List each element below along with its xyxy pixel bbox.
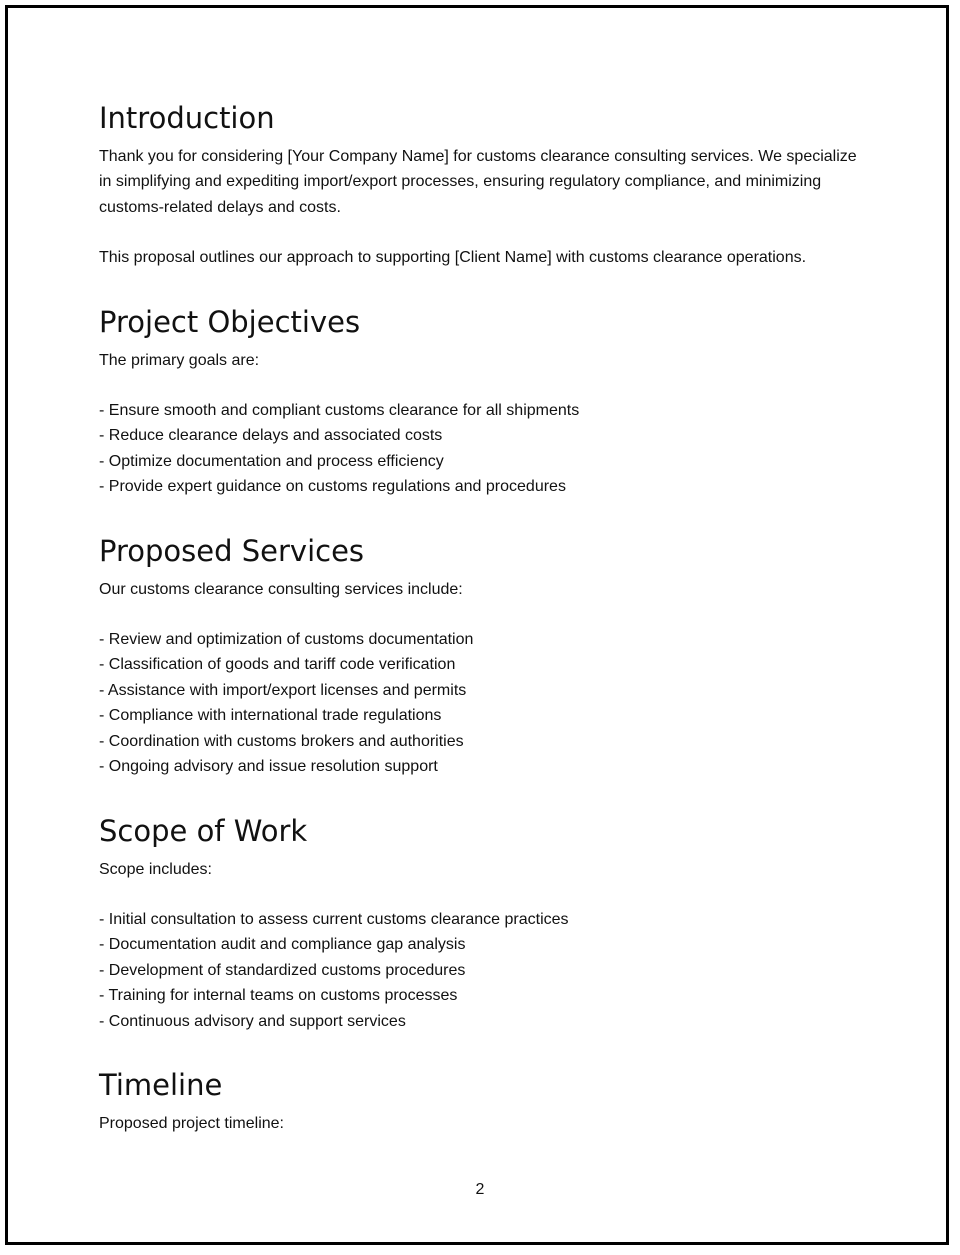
- services-section: [99, 531, 869, 780]
- scope-intro: Scope includes:: [99, 860, 212, 878]
- list-item: - Reduce clearance delays and associated costs: [99, 427, 443, 445]
- list-item: - Provide expert guidance on customs regulations and procedures: [99, 478, 566, 496]
- page-content: [99, 98, 869, 1136]
- paragraph-spacer: [99, 373, 869, 398]
- introduction-heading: Introduction: [99, 101, 275, 135]
- timeline-heading: Timeline: [99, 1067, 223, 1102]
- list-item: - Review and optimization of customs documentation: [99, 631, 474, 649]
- objectives-list: [99, 398, 869, 500]
- services-heading: Proposed Services: [99, 533, 365, 568]
- objectives-section: [99, 302, 869, 500]
- list-item: - Documentation audit and compliance gap analysis: [99, 936, 466, 954]
- scope-list: [99, 907, 869, 1034]
- introduction-paragraph-1: Thank you for considering [Your Company Name] for customs clearance consulting services. We specialize in simplifying and expediting import/export processes, ensuring regulatory compliance, and minimizing customs-related delays and costs.: [99, 148, 857, 216]
- list-item: - Assistance with import/export licenses and permits: [99, 681, 467, 699]
- introduction-paragraph-2: This proposal outlines our approach to supporting [Client Name] with customs clearance operations.: [99, 249, 807, 267]
- introduction-section: [99, 98, 869, 271]
- services-list: [99, 627, 869, 779]
- list-item: - Ongoing advisory and issue resolution support: [99, 758, 438, 776]
- list-item: - Continuous advisory and support services: [99, 1012, 406, 1030]
- list-item: - Coordination with customs brokers and authorities: [99, 732, 464, 750]
- scope-heading: Scope of Work: [99, 813, 308, 848]
- paragraph-spacer: [99, 882, 869, 907]
- paragraph-spacer: [99, 602, 869, 627]
- list-item: - Initial consultation to assess current customs clearance practices: [99, 910, 569, 928]
- paragraph-spacer: [99, 220, 869, 245]
- scope-section: [99, 811, 869, 1034]
- list-item: - Ensure smooth and compliant customs clearance for all shipments: [99, 402, 580, 420]
- timeline-section: [99, 1065, 869, 1136]
- document-page: [5, 5, 949, 1245]
- list-item: - Development of standardized customs procedures: [99, 961, 466, 979]
- list-item: - Classification of goods and tariff code verification: [99, 656, 456, 674]
- objectives-intro: The primary goals are:: [99, 351, 260, 369]
- list-item: - Optimize documentation and process efficiency: [99, 452, 444, 470]
- objectives-heading: Project Objectives: [99, 304, 361, 339]
- services-intro: Our customs clearance consulting services include:: [99, 580, 463, 598]
- page-number: 2: [475, 1181, 485, 1198]
- list-item: - Compliance with international trade regulations: [99, 707, 442, 725]
- list-item: - Training for internal teams on customs processes: [99, 987, 458, 1005]
- timeline-intro: Proposed project timeline:: [99, 1114, 284, 1132]
